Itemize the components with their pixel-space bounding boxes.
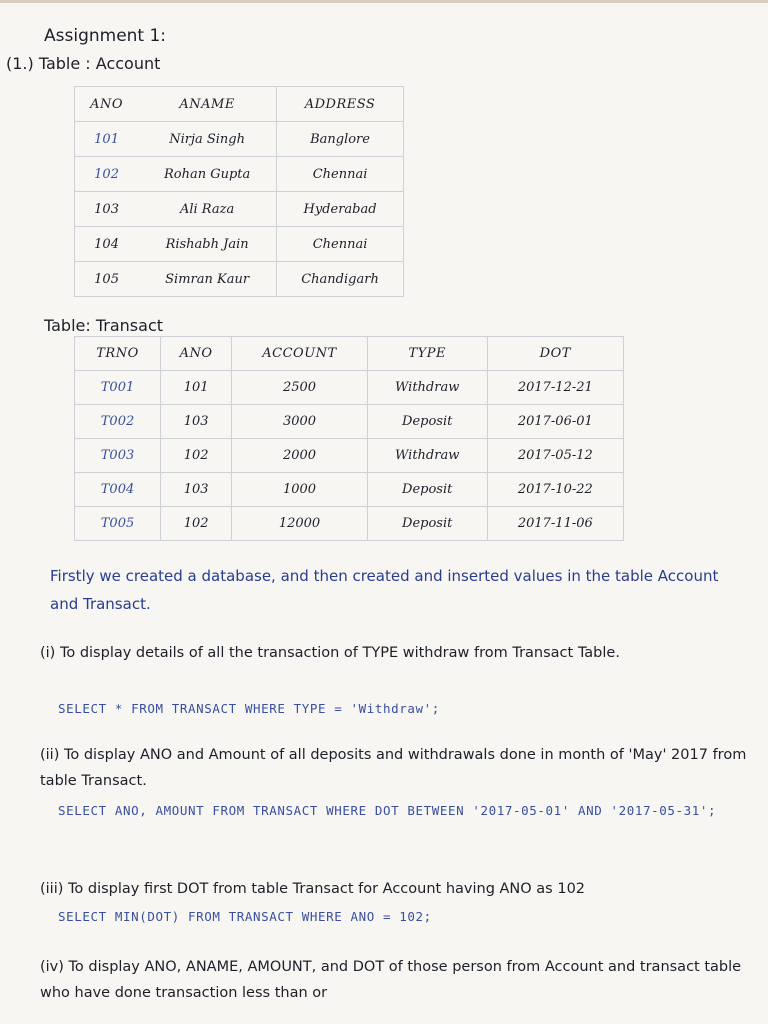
table-row (75, 227, 404, 262)
table-cell: Rohan Gupta (138, 157, 276, 192)
table-cell: T002 (75, 405, 161, 439)
account-table-label: (1.) Table : Account (6, 54, 161, 73)
header-cell: ANAME (138, 87, 276, 122)
table-header-row (75, 337, 624, 371)
table-cell: 101 (75, 122, 139, 157)
table-row (75, 507, 624, 541)
table-cell: 1000 (232, 473, 368, 507)
table-row (75, 371, 624, 405)
header-cell: TYPE (367, 337, 487, 371)
table-row (75, 192, 404, 227)
table-cell: 102 (75, 157, 139, 192)
table-cell: Nirja Singh (138, 122, 276, 157)
table-cell: 2017-06-01 (487, 405, 623, 439)
question-3-text: (iii) To display first DOT from table Transact for Account having ANO as 102 (40, 881, 586, 897)
table-cell: 103 (161, 473, 232, 507)
table-cell: 103 (75, 192, 139, 227)
page-top-edge (0, 0, 768, 3)
table-row (75, 262, 404, 297)
table-cell: 104 (75, 227, 139, 262)
header-cell: ANO (161, 337, 232, 371)
question-2-sql: SELECT ANO, AMOUNT FROM TRANSACT WHERE DOT BETWEEN '2017-05-01' AND '2017-05-31'; (58, 803, 717, 818)
header-cell: ADDRESS (277, 87, 404, 122)
table-cell: Chandigarh (277, 262, 404, 297)
table-cell: Banglore (277, 122, 404, 157)
table-cell: Withdraw (367, 371, 487, 405)
header-cell: DOT (487, 337, 623, 371)
table-cell: 2017-05-12 (487, 439, 623, 473)
table-cell: Deposit (367, 405, 487, 439)
table-cell: 103 (161, 405, 232, 439)
table-cell: Chennai (277, 157, 404, 192)
header-cell: ACCOUNT (232, 337, 368, 371)
table-row (75, 439, 624, 473)
table-cell: T005 (75, 507, 161, 541)
table-cell: Ali Raza (138, 192, 276, 227)
question-4-text: (iv) To display ANO, ANAME, AMOUNT, and DOT of those person from Account and transact table who have done transaction less than or (40, 959, 742, 1001)
table-row (75, 473, 624, 507)
table-header-row (75, 87, 404, 122)
header-cell: TRNO (75, 337, 161, 371)
table-cell: 2017-11-06 (487, 507, 623, 541)
question-1-sql: SELECT * FROM TRANSACT WHERE TYPE = 'Withdraw'; (58, 701, 440, 716)
table-cell: Hyderabad (277, 192, 404, 227)
table-cell: Withdraw (367, 439, 487, 473)
table-cell: 12000 (232, 507, 368, 541)
account-table (74, 86, 404, 297)
table-cell: 3000 (232, 405, 368, 439)
table-row (75, 157, 404, 192)
table-cell: 102 (161, 439, 232, 473)
table-cell: 101 (161, 371, 232, 405)
table-cell: Deposit (367, 473, 487, 507)
assignment-title: Assignment 1: (44, 26, 167, 46)
transact-table (74, 336, 624, 541)
question-2-text: (ii) To display ANO and Amount of all deposits and withdrawals done in month of 'May' 2017 from table Transact. (40, 747, 747, 789)
table-cell: Simran Kaur (138, 262, 276, 297)
table-cell: Chennai (277, 227, 404, 262)
transact-table-label: Table: Transact (44, 316, 164, 335)
intro-paragraph: Firstly we created a database, and then created and inserted values in the table Account and Transact. (50, 567, 719, 613)
table-cell: T001 (75, 371, 161, 405)
header-cell: ANO (75, 87, 139, 122)
table-cell: 2017-10-22 (487, 473, 623, 507)
table-cell: Deposit (367, 507, 487, 541)
table-row (75, 122, 404, 157)
table-row (75, 405, 624, 439)
question-1-text: (i) To display details of all the transaction of TYPE withdraw from Transact Table. (40, 645, 620, 661)
table-cell: 2017-12-21 (487, 371, 623, 405)
table-cell: T003 (75, 439, 161, 473)
table-cell: 105 (75, 262, 139, 297)
table-cell: 102 (161, 507, 232, 541)
table-cell: T004 (75, 473, 161, 507)
table-cell: 2500 (232, 371, 368, 405)
table-cell: Rishabh Jain (138, 227, 276, 262)
table-cell: 2000 (232, 439, 368, 473)
question-3-sql: SELECT MIN(DOT) FROM TRANSACT WHERE ANO = 102; (58, 909, 432, 924)
